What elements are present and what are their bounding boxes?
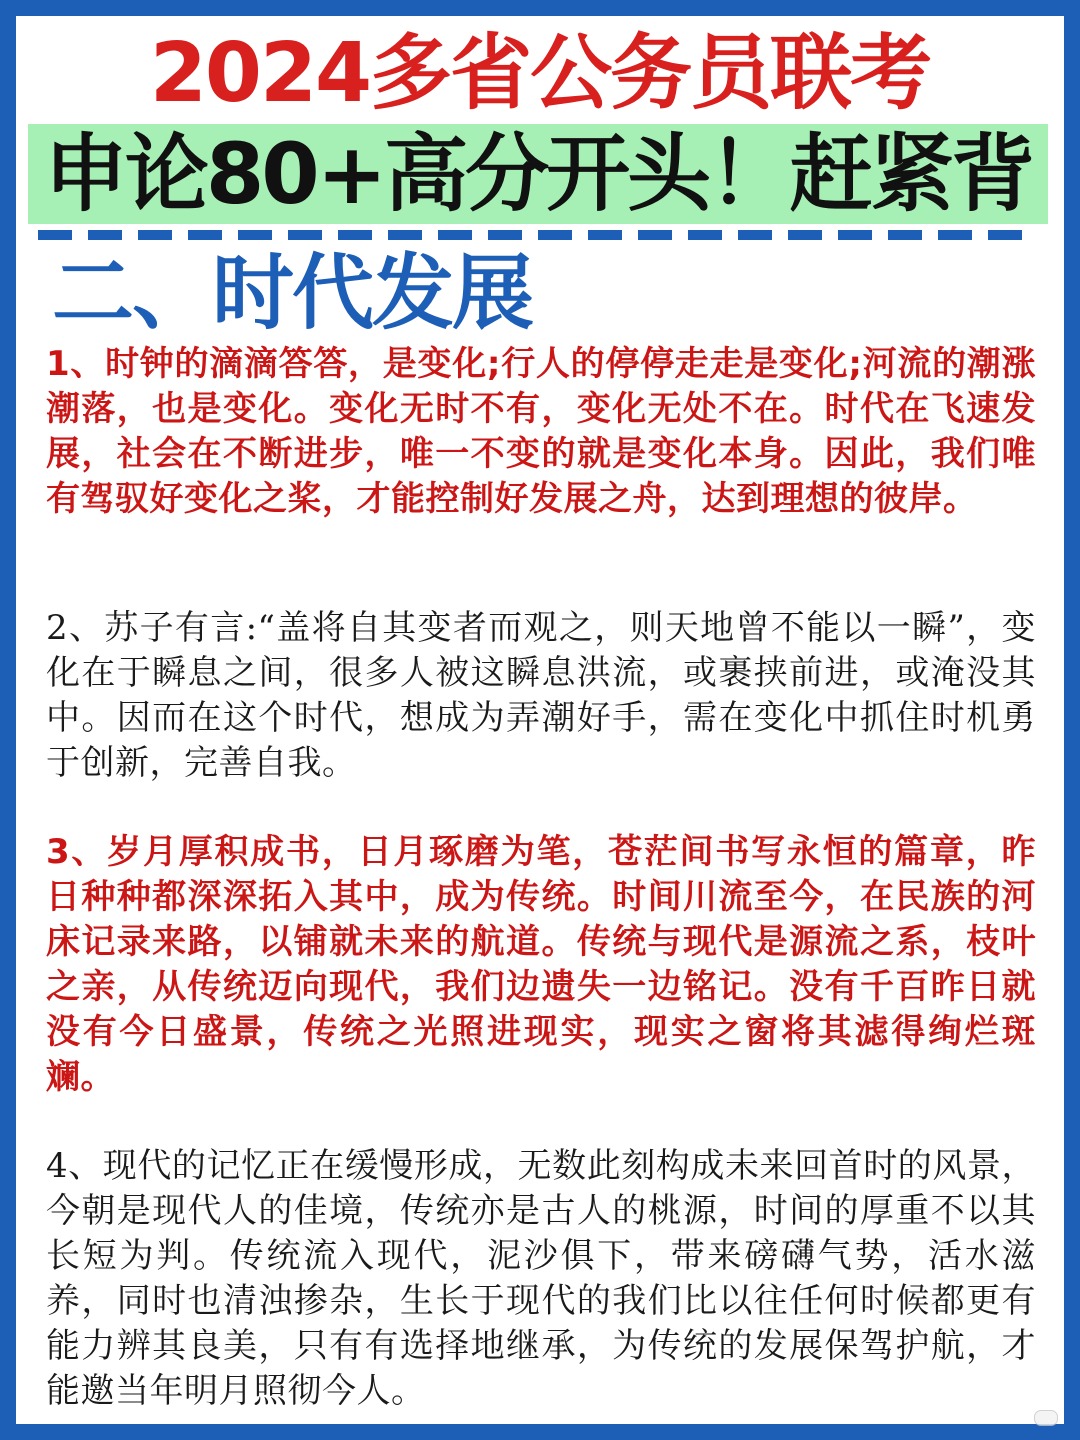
paragraph-3: 3、岁月厚积成书，日月琢磨为笔，苍茫间书写永恒的篇章，昨日种种都深深拓入其中，成为传统。时间川流至今，在民族的河床记录来路，以铺就未来的航道。传统与现代是源流之系，枝叶之亲，从传统迈向现代，我们边遗失一边铭记。没有千百昨日就没有今日盛景，传统之光照进现实，现实之窗将其滤得绚烂斑斓。 bbox=[46, 832, 1036, 1097]
page-subtitle: 申论80+高分开头！赶紧背 bbox=[43, 125, 1033, 223]
page-title: 2024多省公务员联考 bbox=[149, 26, 931, 121]
paragraph-2: 2、苏子有言:“盖将自其变者而观之，则天地曾不能以一瞬”，变化在于瞬息之间，很多人被这瞬息洪流，或裹挟前进，或淹没其中。因而在这个时代，想成为弄潮好手，需在变化中抓住时机勇于创新，完善自我。 bbox=[46, 608, 1036, 783]
paragraph-1: 1、时钟的滴滴答答，是变化;行人的停停走走是变化;河流的潮涨潮落，也是变化。变化无时不有，变化无处不在。时代在飞速发展，社会在不断进步，唯一不变的就是变化本身。因此，我们唯有驾驭好变化之桨，才能控制好发展之舟，达到理想的彼岸。 bbox=[46, 344, 1036, 519]
dashed-divider bbox=[38, 230, 1038, 240]
section-heading: 二、时代发展 bbox=[52, 246, 533, 341]
watermark-badge bbox=[1034, 1410, 1058, 1426]
paragraph-4: 4、现代的记忆正在缓慢形成，无数此刻构成未来回首时的风景，今朝是现代人的佳境，传统亦是古人的桃源，时间的厚重不以其长短为判。传统流入现代，泥沙俱下，带来磅礴气势，活水滋养，同时也清浊掺杂，生长于现代的我们比以往任何时候都更有能力辨其良美，只有有选择地继承，为传统的发展保驾护航，才能邀当年明月照彻今人。 bbox=[46, 1146, 1036, 1411]
